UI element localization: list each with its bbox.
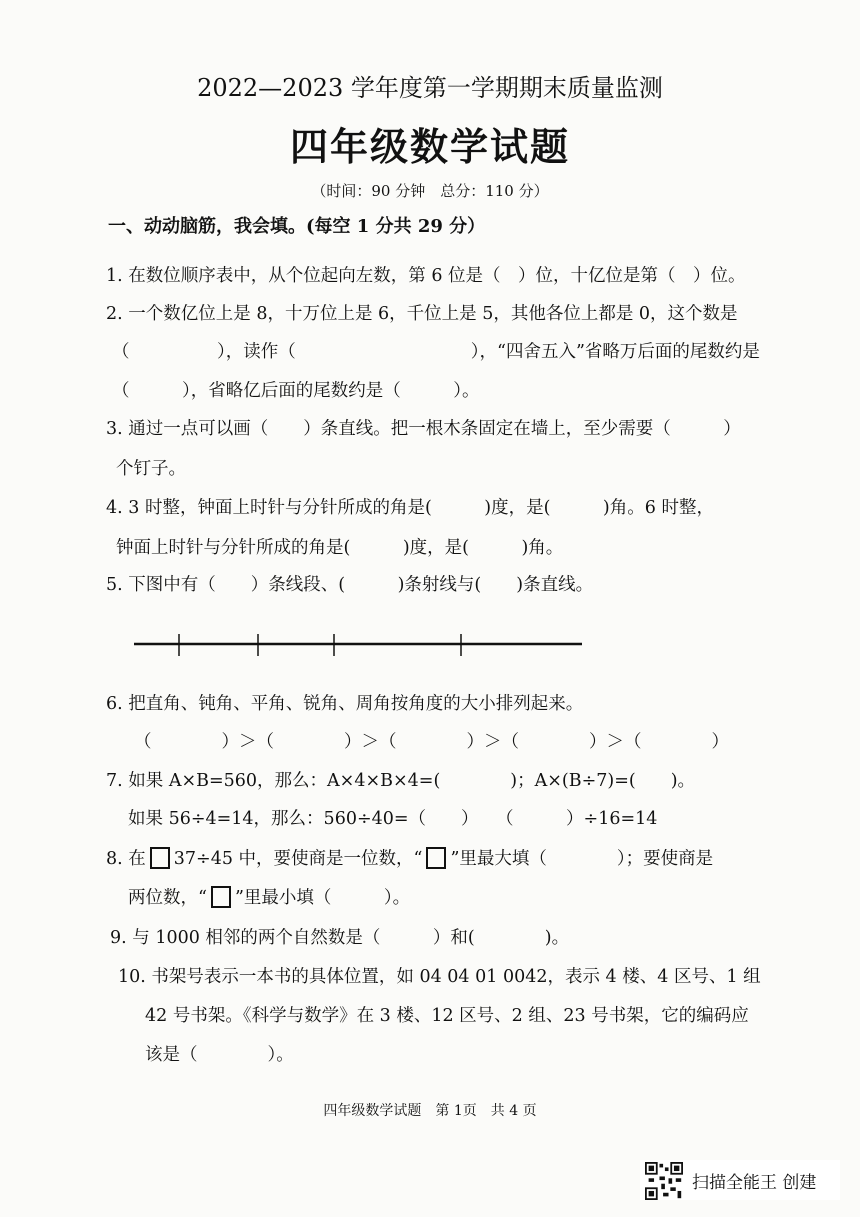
answer-box <box>211 886 231 908</box>
question-3-line-2: 个钉子。 <box>116 459 186 479</box>
qr-code-icon <box>644 1162 684 1200</box>
paper-title: 四年级数学试题 <box>289 124 570 169</box>
question-8-prefix: 8. 在 <box>106 849 146 869</box>
question-4-line-1: 4. 3 时整，钟面上时针与分针所成的角是( )度，是( )角。6 时整， <box>106 498 714 518</box>
answer-box <box>150 847 170 869</box>
question-6-line-1: 6. 把直角、钝角、平角、锐角、周角按角度的大小排列起来。 <box>106 694 584 714</box>
question-8-mid: 37÷45 中，要使商是一位数，“ <box>173 849 423 869</box>
question-6-line-2: （ ）＞（ ）＞（ ）＞（ ）＞（ ） <box>134 732 729 752</box>
question-8-line-2 <box>128 884 410 909</box>
question-10-line-2: 42 号书架。《科学与数学》在 3 楼、12 区号、2 组、23 号书架，它的编码应 <box>145 1006 749 1026</box>
question-1: 1. 在数位顺序表中，从个位起向左数，第 6 位是（ ）位，十亿位是第（ ）位。 <box>106 266 746 286</box>
question-9: 9. 与 1000 相邻的两个自然数是（ ）和( )。 <box>110 928 570 948</box>
question-7-line-1: 7. 如果 A×B=560，那么：A×4×B×4=( )；A×(B÷7)=( )。 <box>106 771 696 791</box>
exam-title: 2022—2023 学年度第一学期期末质量监测 <box>197 74 663 102</box>
exam-meta: （时间：90 分钟 总分：110 分） <box>311 182 549 200</box>
question-7-line-2: 如果 56÷4=14，那么：560÷40=（ ） （ ）÷16=14 <box>128 809 658 829</box>
question-8-line-2-prefix: 两位数，“ <box>128 888 207 908</box>
scanner-watermark <box>640 1160 840 1200</box>
question-4-line-2: 钟面上时针与分针所成的角是( )度，是( )角。 <box>116 538 564 558</box>
section-1-title: 一、动动脑筋，我会填。(每空 1 分共 29 分） <box>108 216 486 237</box>
question-2-line-1: 2. 一个数亿位上是 8，十万位上是 6，千位上是 5，其他各位上都是 0，这个数是 <box>106 304 738 324</box>
question-5: 5. 下图中有（ ）条线段、( )条射线与( )条直线。 <box>106 575 594 595</box>
question-2-line-3: （ ），省略亿后面的尾数约是（ ）。 <box>112 381 480 401</box>
question-8-line-2-end: ”里最小填（ ）。 <box>234 888 411 908</box>
question-3-line-1: 3. 通过一点可以画（ ）条直线。把一根木条固定在墙上，至少需要（ ） <box>106 419 741 439</box>
watermark-text: 扫描全能王 创建 <box>692 1173 817 1193</box>
question-2-line-2: （ ），读作（ ），“四舍五入”省略万后面的尾数约是 <box>112 342 760 362</box>
question-10-line-1: 10. 书架号表示一本书的具体位置，如 04 04 01 0042，表示 4 楼、4 区号、1 组 <box>118 967 761 987</box>
question-8-line-1 <box>106 845 713 870</box>
question-8-end: ”里最大填（ ）；要使商是 <box>450 849 714 869</box>
question-10-line-3: 该是（ ）。 <box>145 1045 294 1065</box>
line-segment-figure <box>134 628 586 662</box>
page-footer: 四年级数学试题 第 1页 共 4 页 <box>323 1103 537 1119</box>
answer-box <box>426 847 446 869</box>
